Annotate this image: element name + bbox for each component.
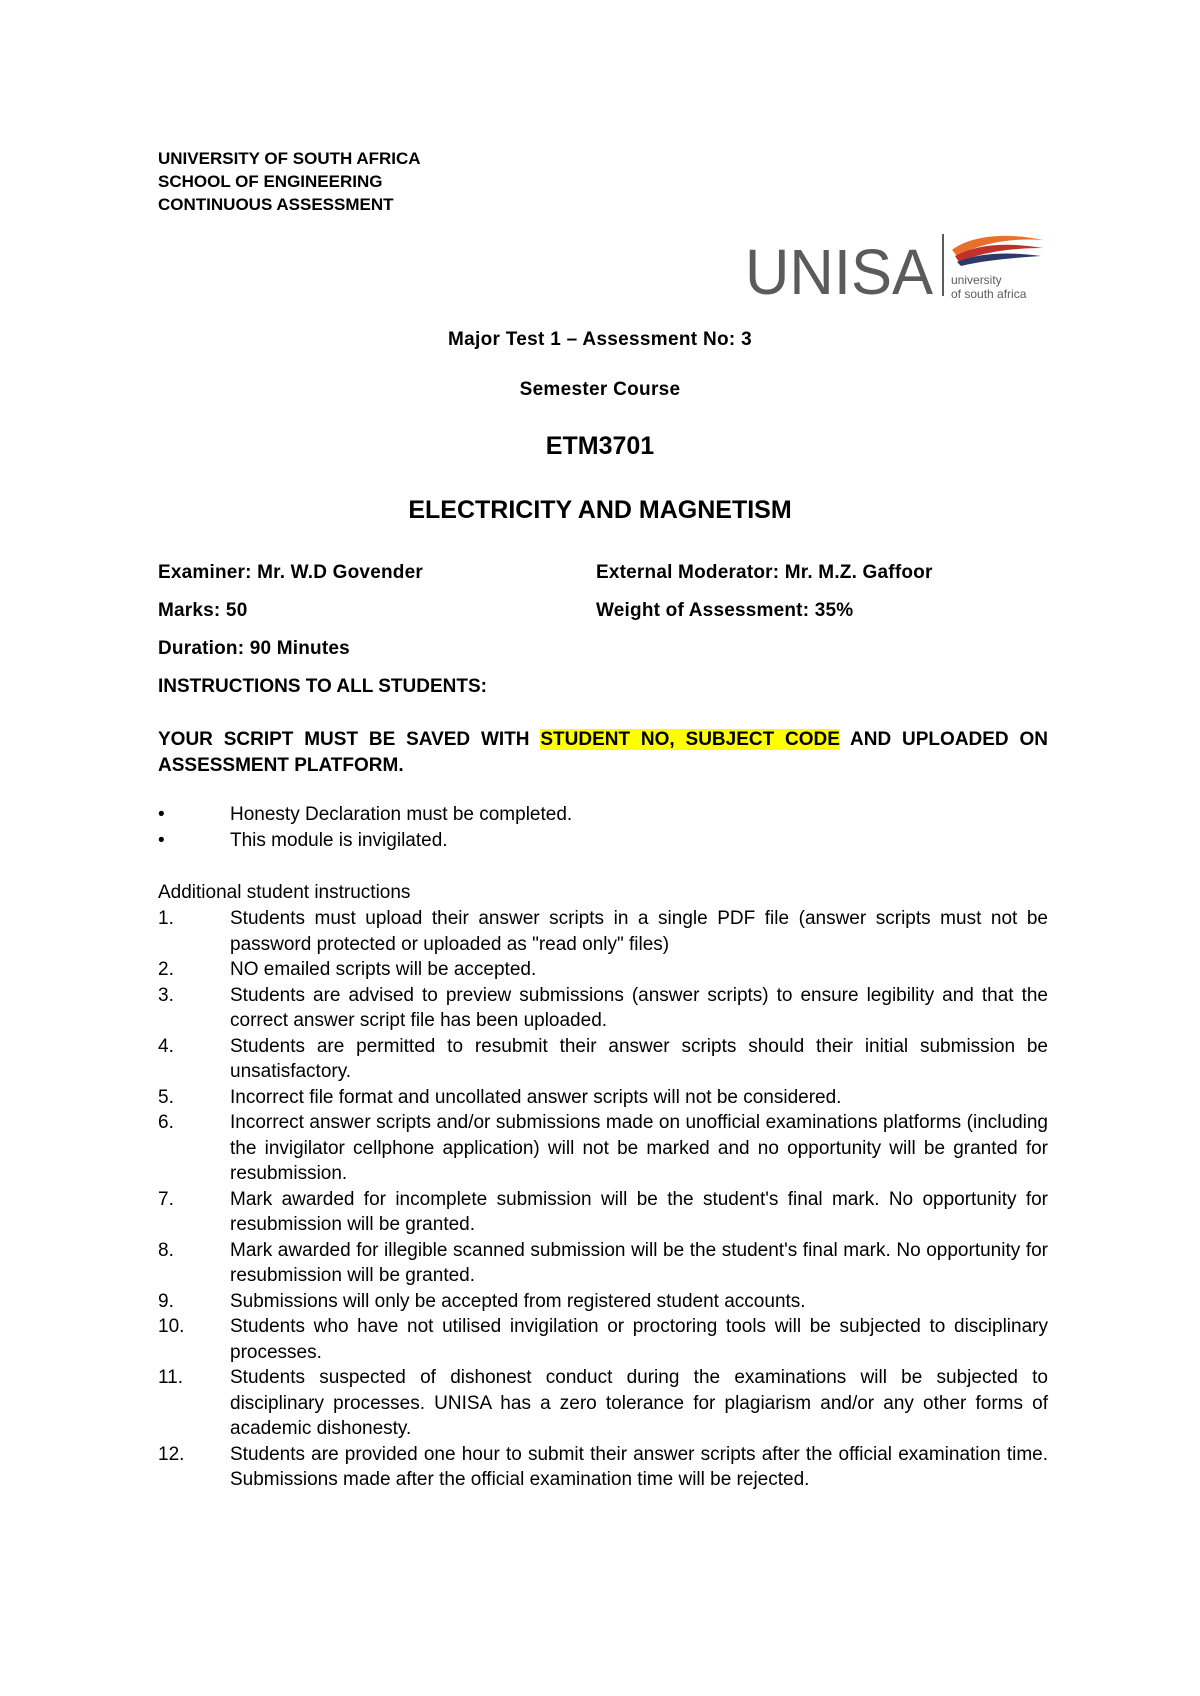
institution-header — [158, 147, 421, 216]
list-item — [158, 906, 1048, 957]
bullet-text: This module is invigilated. — [230, 830, 448, 851]
external-moderator: External Moderator: Mr. M.Z. Gaffoor — [596, 562, 933, 583]
list-item — [158, 1365, 1048, 1442]
script-note-prefix: YOUR SCRIPT MUST BE SAVED WITH — [158, 729, 541, 750]
item-text: Incorrect answer scripts and/or submissions made on unofficial examinations platforms (including the invigilator cellphone application) will not be marked and no opportunity will be granted for resubmission. — [230, 1112, 1048, 1184]
item-number: 4. — [158, 1035, 174, 1057]
bullet-mark: • — [158, 830, 165, 851]
item-text: Mark awarded for illegible scanned submission will be the student's final mark. No opportunity for resubmission will be granted. — [230, 1239, 1048, 1286]
script-save-notice — [158, 727, 1048, 779]
list-item — [158, 1034, 1048, 1085]
assessment-weight: Weight of Assessment: 35% — [596, 600, 854, 621]
item-text: Students must upload their answer scripts in a single PDF file (answer scripts must not be password protected or uploaded as "read only" files) — [230, 908, 1048, 955]
test-title: Major Test 1 – Assessment No: 3 — [448, 329, 752, 350]
logo-tagline-2: of south africa — [951, 287, 1027, 300]
script-note-suffix: AND UPLOADED ON ASSESSMENT PLATFORM. — [158, 729, 1048, 776]
list-item — [158, 1289, 1048, 1315]
item-number: 10. — [158, 1316, 185, 1337]
item-text: Students suspected of dishonest conduct during the examinations will be subjected to disciplinary processes. UNISA has a zero tolerance for plagiarism and/or any other forms of academic dishonesty. — [230, 1367, 1048, 1439]
unisa-logo — [745, 228, 1045, 300]
item-text: Students who have not utilised invigilation or proctoring tools will be subjected to disciplinary processes. — [230, 1316, 1048, 1363]
item-number: 7. — [158, 1188, 174, 1210]
logo-divider — [942, 234, 944, 296]
item-number: 8. — [158, 1239, 174, 1261]
list-item — [158, 1110, 1048, 1187]
examiner: Examiner: Mr. W.D Govender — [158, 562, 423, 583]
instructions-heading: INSTRUCTIONS TO ALL STUDENTS: — [158, 676, 487, 697]
item-text: Submissions will only be accepted from registered student accounts. — [230, 1290, 806, 1312]
bullet-text: Honesty Declaration must be completed. — [230, 804, 573, 825]
course-type: Semester Course — [519, 379, 681, 400]
list-item — [158, 802, 1048, 828]
item-number: 9. — [158, 1290, 174, 1312]
list-item — [158, 983, 1048, 1034]
school-name: SCHOOL OF ENGINEERING — [158, 172, 383, 191]
item-number: 1. — [158, 908, 174, 929]
list-item — [158, 1238, 1048, 1289]
module-code: ETM3701 — [545, 432, 655, 460]
item-number: 6. — [158, 1112, 174, 1133]
item-text: Students are provided one hour to submit their answer scripts after the official examination time. Submissions made after the official examination time will be rejected. — [230, 1443, 1048, 1490]
list-item — [158, 1442, 1048, 1493]
logo-tagline-1: university — [951, 273, 1002, 287]
script-note-highlight: STUDENT NO, SUBJECT CODE — [540, 729, 840, 750]
list-item — [158, 957, 1048, 983]
item-text: Mark awarded for incomplete submission will be the student's final mark. No opportunity for resubmission will be granted. — [230, 1188, 1048, 1235]
item-text: Students are advised to preview submissions (answer scripts) to ensure legibility and that the correct answer script file has been uploaded. — [230, 984, 1048, 1031]
university-name: UNIVERSITY OF SOUTH AFRICA — [158, 149, 421, 168]
item-number: 11. — [158, 1367, 184, 1388]
item-number: 5. — [158, 1086, 174, 1108]
logo-wordmark: UNISA — [745, 236, 934, 300]
list-item — [158, 1085, 1048, 1111]
marks: Marks: 50 — [158, 600, 248, 621]
list-item — [158, 1187, 1048, 1238]
additional-instructions-heading: Additional student instructions — [158, 882, 411, 903]
item-number: 2. — [158, 959, 174, 980]
item-text: Incorrect file format and uncollated answer scripts will not be considered. — [230, 1086, 842, 1108]
list-item — [158, 1314, 1048, 1365]
item-number: 3. — [158, 984, 174, 1006]
item-text: NO emailed scripts will be accepted. — [230, 959, 537, 980]
additional-instructions-list — [158, 906, 1048, 1493]
list-item — [158, 828, 1048, 854]
module-title: ELECTRICITY AND MAGNETISM — [408, 496, 792, 524]
general-instructions-list — [158, 802, 1048, 854]
bullet-mark: • — [158, 804, 165, 825]
item-text: Students are permitted to resubmit their answer scripts should their initial submission be unsatisfactory. — [230, 1035, 1048, 1082]
item-number: 12. — [158, 1443, 185, 1465]
duration: Duration: 90 Minutes — [158, 638, 350, 659]
assessment-type: CONTINUOUS ASSESSMENT — [158, 195, 394, 214]
